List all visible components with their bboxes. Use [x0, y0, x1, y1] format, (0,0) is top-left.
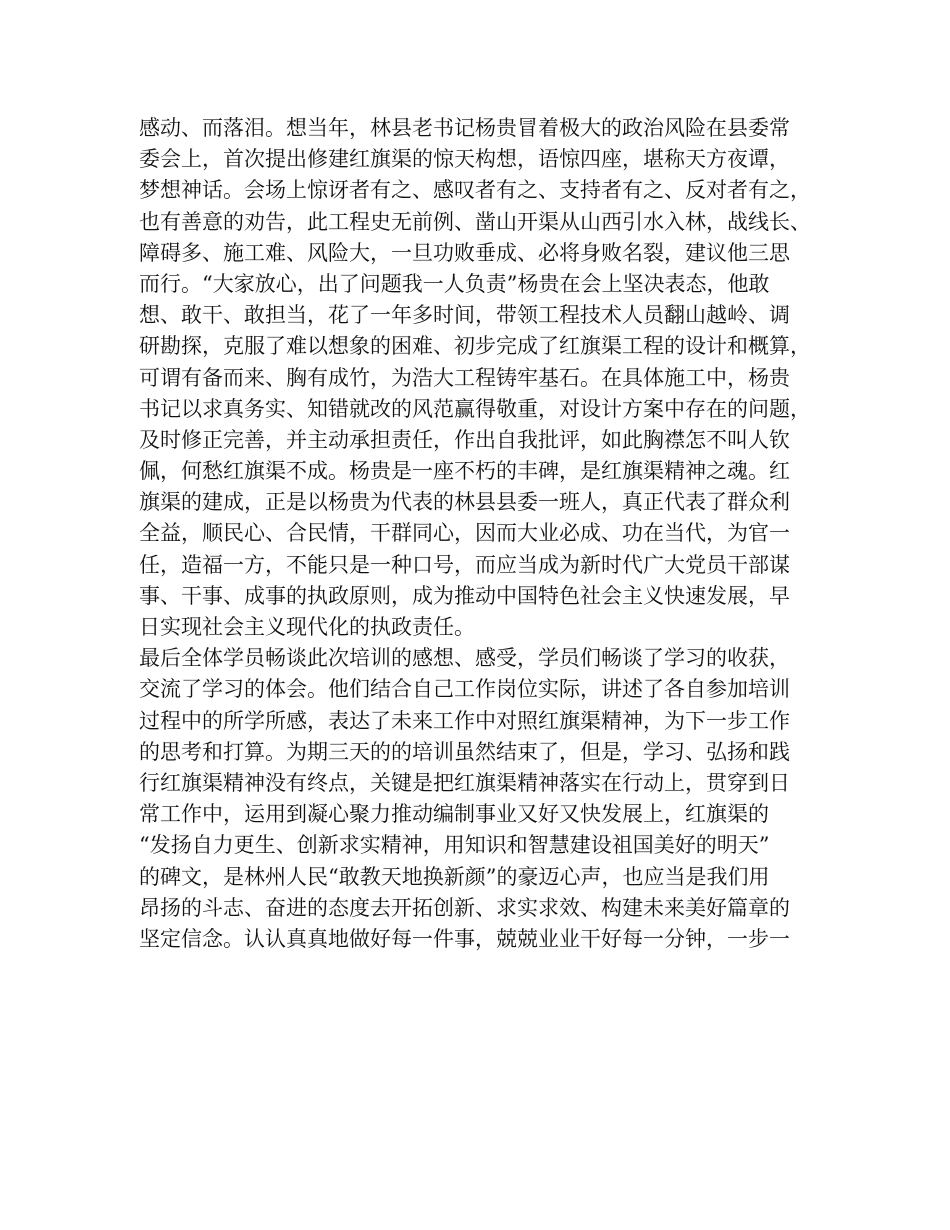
text-line: 佩，何愁红旗渠不成。杨贵是一座不朽的丰碑，是红旗渠精神之魂。红 [139, 459, 790, 484]
text-line: “发扬自力更生、创新求实精神，用知识和智慧建设祖国美好的明天” [139, 833, 770, 858]
text-line: 全益，顺民心、合民情，干群同心，因而大业必成、功在当代，为官一 [139, 521, 790, 546]
text-line: 梦想神话。会场上惊讶者有之、感叹者有之、支持者有之、反对者有之， [139, 178, 811, 203]
text-line: 的思考和打算。为期三天的的培训虽然结束了，但是，学习、弘扬和践 [139, 739, 790, 764]
text-line: 旗渠的建成，正是以杨贵为代表的林县县委一班人，真正代表了群众利 [139, 490, 790, 515]
text-line: 常工作中，运用到凝心聚力推动编制事业又好又快发展上，红旗渠的 [139, 802, 769, 827]
text-line: 任，造福一方，不能只是一种口号，而应当成为新时代广大党员干部谋 [139, 552, 790, 577]
text-line: 坚定信念。认认真真地做好每一件事，兢兢业业干好每一分钟，一步一 [139, 926, 790, 951]
text-line: 的碑文，是林州人民“敢教天地换新颜”的豪迈心声，也应当是我们用 [139, 864, 770, 889]
text-line: 感动、而落泪。想当年，林县老书记杨贵冒着极大的政治风险在县委常 [139, 116, 790, 140]
text-line: 研勘探，克服了难以想象的困难、初步完成了红旗渠工程的设计和概算， [139, 334, 811, 359]
text-line: 及时修正完善，并主动承担责任，作出自我批评，如此胸襟怎不叫人钦 [139, 427, 790, 452]
text-line: 也有善意的劝告，此工程史无前例、凿山开渠从山西引水入林，战线长、 [139, 209, 811, 234]
text-line: 最后全体学员畅谈此次培训的感想、感受，学员们畅谈了学习的收获， [139, 646, 790, 671]
body-text [139, 113, 829, 955]
text-line: 而行。“大家放心，出了问题我一人负责”杨贵在会上坚决表态，他敢 [139, 271, 770, 296]
text-line: 行红旗渠精神没有终点，关键是把红旗渠精神落实在行动上，贯穿到日 [139, 770, 790, 795]
text-line: 昂扬的斗志、奋进的态度去开拓创新、求实求效、构建未来美好篇章的 [139, 895, 790, 920]
text-line: 过程中的所学所感，表达了未来工作中对照红旗渠精神，为下一步工作 [139, 708, 790, 733]
text-line: 交流了学习的体会。他们结合自己工作岗位实际，讲述了各自参加培训 [139, 677, 790, 702]
text-line: 事、干事、成事的执政原则，成为推动中国特色社会主义快速发展，早 [139, 583, 790, 608]
text-line: 可谓有备而来、胸有成竹，为浩大工程铸牢基石。在具体施工中，杨贵 [139, 365, 790, 390]
text-line: 书记以求真务实、知错就改的风范赢得敬重，对设计方案中存在的问题， [139, 396, 811, 421]
text-line: 障碍多、施工难、风险大，一旦功败垂成、必将身败名裂，建议他三思 [139, 240, 790, 265]
text-line: 委会上，首次提出修建红旗渠的惊天构想，语惊四座，堪称天方夜谭， [139, 147, 790, 172]
text-line: 日实现社会主义现代化的执政责任。 [139, 615, 475, 639]
text-line: 想、敢干、敢担当，花了一年多时间，带领工程技术人员翻山越岭、调 [139, 303, 790, 328]
